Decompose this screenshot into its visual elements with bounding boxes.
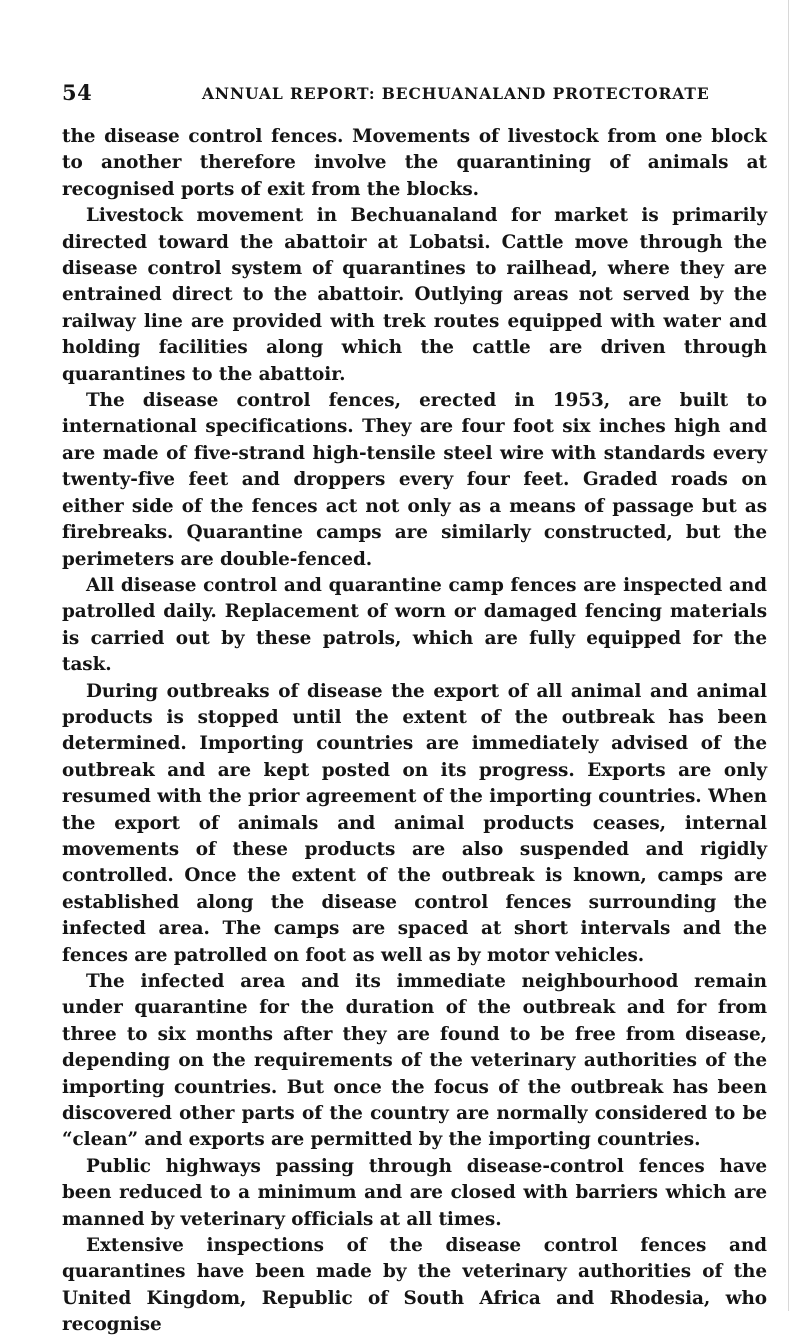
paragraph-3: The disease control fences, erected in 1953, are built to international specifications. They are four foot six inches high and are made of five-strand high-tensile steel wire with standards every twenty-five feet and droppers every four feet. Graded roads on either side of the fences act not only as a means of passage but as firebreaks. Quarantine camps are similarly constructed, but the perimeters are double-fenced. <box>62 390 767 570</box>
paragraph-1: the disease control fences. Movements of livestock from one block to another therefore involve the quarantining of animals at recognised ports of exit from the blocks. <box>62 126 767 200</box>
running-head: ANNUAL REPORT: BECHUANALAND PROTECTORATE <box>202 84 710 103</box>
page-header <box>62 80 781 114</box>
page-edge-rule <box>788 0 789 1311</box>
paragraph-8: Extensive inspections of the disease control fences and quarantines have been made by the veterinary authorities of the United Kingdom, Republic of South Africa and Rhodesia, who recognise <box>62 1235 767 1336</box>
page-number: 54 <box>62 80 93 105</box>
paragraph-2: Livestock movement in Bechuanaland for market is primarily directed toward the abattoir at Lobatsi. Cattle move through the disease control system of quarantines to railhead, where they are entrained direct to the abattoir. Outlying areas not served by the railway line are provided with trek routes equipped with water and holding facilities along which the cattle are driven through quarantines to the abattoir. <box>62 205 767 385</box>
body-text <box>62 124 767 1339</box>
paragraph-5: During outbreaks of disease the export of all animal and animal products is stopped until the extent of the outbreak has been determined. Importing countries are immediately advised of the outbreak and are kept posted on its progress. Exports are only resumed with the prior agreement of the importing countries. When the export of animals and animal products ceases, internal movements of these products are also suspended and rigidly controlled. Once the extent of the outbreak is known, camps are established along the disease control fences surrounding the infected area. The camps are spaced at short intervals and the fences are patrolled on foot as well as by motor vehicles. <box>62 680 767 966</box>
paragraph-7: Public highways passing through disease-control fences have been reduced to a minimum and are closed with barriers which are manned by veterinary officials at all times. <box>62 1155 767 1230</box>
paragraph-4: All disease control and quarantine camp fences are inspected and patrolled daily. Replacement of worn or damaged fencing materials is carried out by these patrols, which are fully equipped for the task. <box>62 574 767 676</box>
paragraph-6: The infected area and its immediate neighbourhood remain under quarantine for the duration of the outbreak and for from three to six months after they are found to be free from disease, depending on the requirements of the veterinary authorities of the importing countries. But once the focus of the outbreak has been discovered other parts of the country are normally considered to be “clean” and exports are permitted by the importing countries. <box>62 971 767 1151</box>
